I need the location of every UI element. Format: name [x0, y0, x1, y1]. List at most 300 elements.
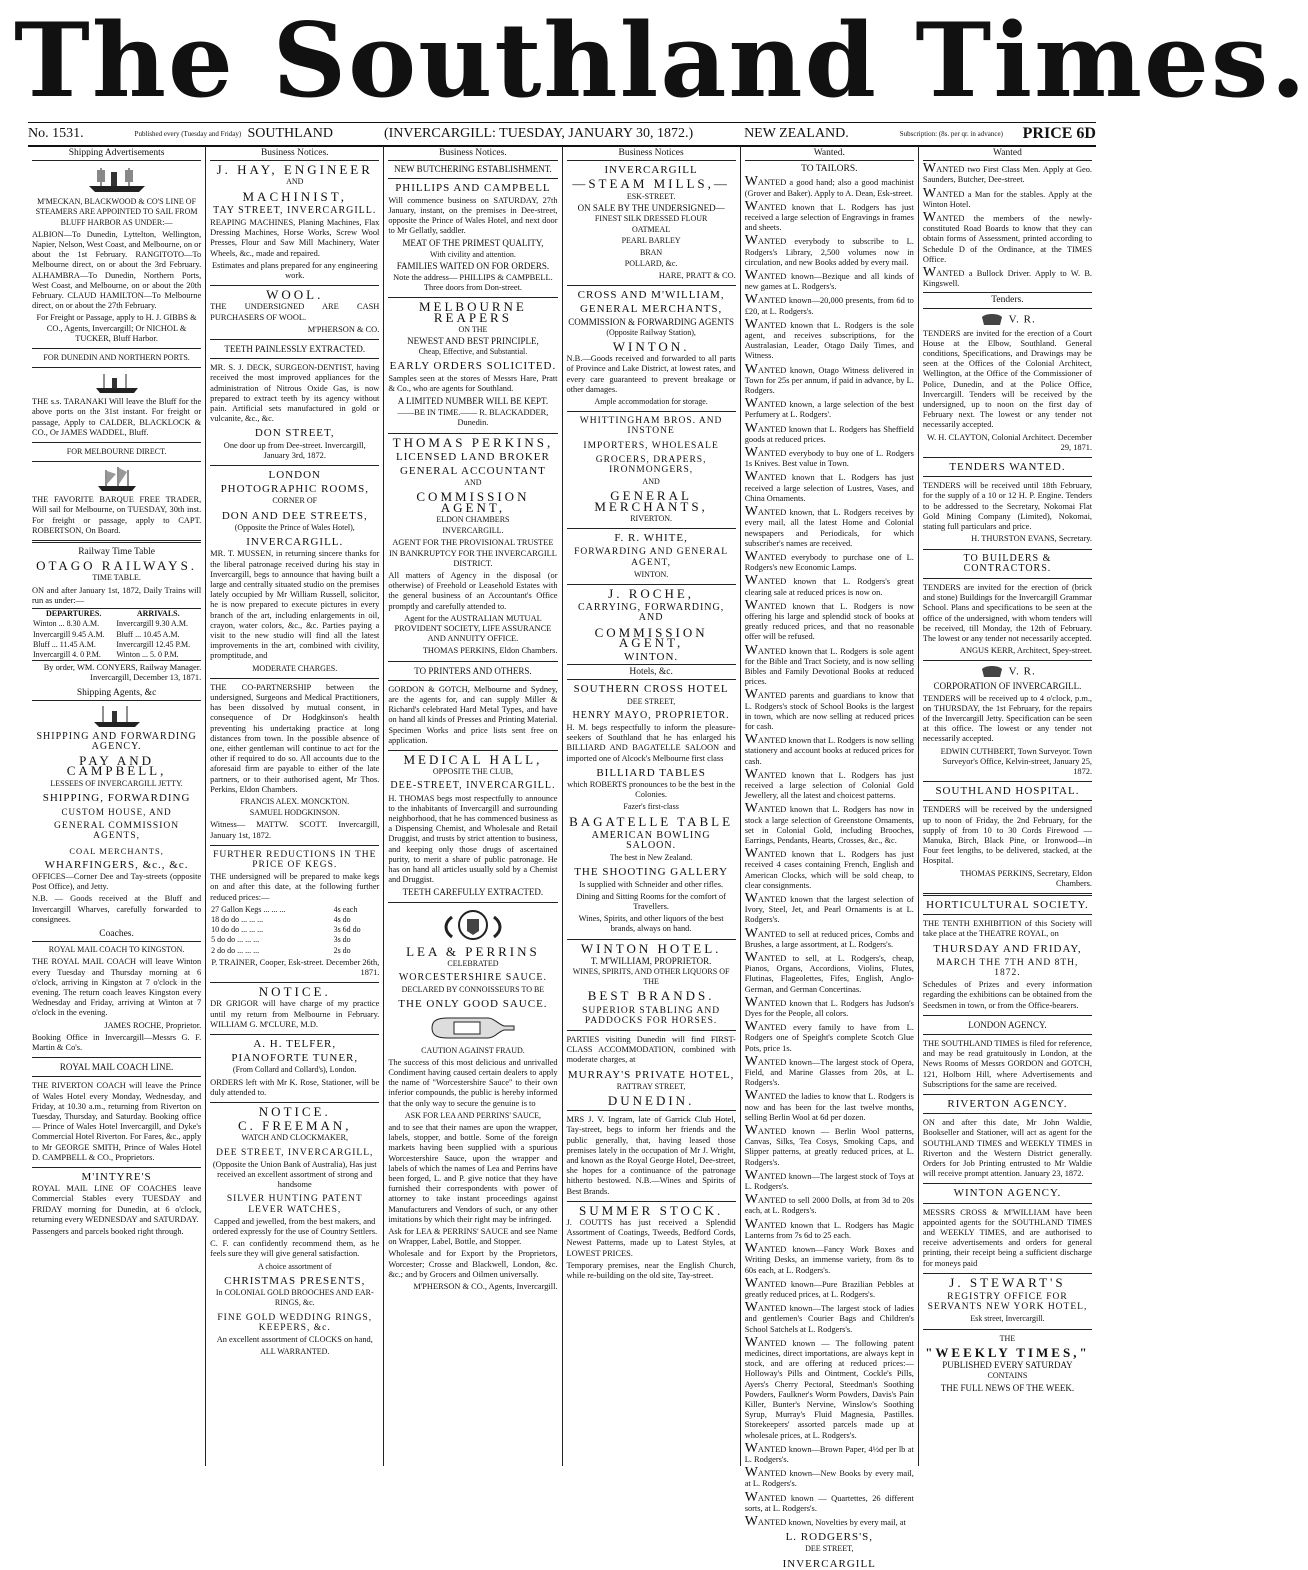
perkins-broker: LICENSED LAND BROKER: [396, 450, 550, 463]
winton-hotel-brands: BEST BRANDS.: [587, 988, 715, 1004]
wanted-item: WANTED everybody to purchase one of L. Rodgers's new Economic Lamps.: [744, 548, 914, 573]
weekly-the: THE: [999, 1333, 1016, 1343]
southern-cross-gallery: THE SHOOTING GALLERY: [574, 866, 729, 879]
wool-text: THE UNDERSIGNED ARE CASH PURCHASERS OF WOOL.: [210, 302, 380, 322]
lea-perrins-agents: M'PHERSON & CO., Agents, Invercargill.: [413, 1282, 558, 1292]
column-heading: Business Notices.: [388, 146, 557, 161]
freeman-rings: FINE GOLD WEDDING RINGS, KEEPERS, &c.: [217, 1312, 373, 1333]
table-row: Invercargill 9.45 A.M. Bluff ... 10.45 A.M.: [33, 629, 180, 639]
medical-hall-heading: MEDICAL HALL,: [403, 751, 543, 767]
wanted-item: WANTED known that L. Rodgers has just received a large selection of Engravings in frames and sheets.: [744, 198, 914, 233]
pay-line: SHIPPING, FORWARDING: [42, 791, 191, 804]
tailors-heading: TO TAILORS.: [801, 164, 858, 175]
ad-mmeckan: M'MECKAN, BLACKWOOD & CO'S LINE OF STEAMERS ARE APPOINTED TO SAIL FROM BLUFF HARBOR AS UNDER:—: [35, 197, 198, 227]
white-agent: FORWARDING AND GENERAL AGENT,: [574, 547, 729, 568]
wanted-item: WANTED known, Otago Witness delivered in Town for 25s per annum, if paid in advance, by L. Rodgers.: [744, 361, 914, 396]
lea-perrins-celebrated: CELEBRATED: [447, 958, 499, 968]
horticultural-text: THE TENTH EXHIBITION of this Society will take place at the THEATRE ROYAL, on: [922, 919, 1093, 939]
steamship-icon: [94, 372, 140, 394]
rodgers-signature: L. RODGERS'S,: [785, 1531, 873, 1544]
tender-jetty-sign: EDWIN CUTHBERT, Town Surveyor. Town Surveyor's Office, Kelvin-street, January 25, 1872.: [940, 746, 1093, 776]
ingram-text: MRS J. V. Ingram, late of Garrick Club Hotel, Tay-street, begs to inform her friends and the public generally, that, having leased those premises lately in the occupation of Mr J. Wright, and known as the Royal George Hotel, Dee-street, she hopes for a continuance of the patronage hitherto bestowed. N.B.—Wines and Spirits of Best Brands.: [566, 1115, 736, 1196]
notice2-heading: NOTICE.: [258, 1104, 331, 1120]
sailing-ship-icon: [94, 466, 140, 492]
reapers-principle: NEWEST AND BEST PRINCIPLE,: [407, 336, 539, 347]
tender-courthouse-sign: W. H. CLAYTON, Colonial Architect. December 29, 1871.: [926, 432, 1093, 452]
tender-jetty: TENDERS will be received up to 4 o'clock, p.m., on THURSDAY, the 1st February, for the repairs of the Invercargill Jetty. Specification can be seen at this office. The lowest or any tender not necessarily accepted.: [922, 693, 1093, 744]
hospital-heading: SOUTHLAND HOSPITAL.: [935, 785, 1080, 798]
lea-perrins-declared: DECLARED BY CONNOISSEURS TO BE: [401, 985, 545, 995]
london-streets: DON AND DEE STREETS,: [221, 509, 368, 522]
dateline: [28, 122, 1096, 147]
southern-cross-fazer: Fazer's first-class: [623, 802, 679, 812]
vr-heading: [923, 665, 1092, 679]
freeman-text2: Capped and jewelled, from the best makers, and ordered expressly for the use of Country Settlers.: [212, 1216, 378, 1237]
hay-text: REAPING MACHINES, Planing Machines, Flax Dressing Machines, Horse Works, Screw Wool Presses, Flour and Saw Mill Machinery, Water Wheels, &c., made and repaired.: [210, 218, 380, 258]
section-tenders: Tenders.: [923, 292, 1092, 308]
perkins-town: INVERCARGILL.: [442, 526, 504, 536]
weekly-times-heading: "WEEKLY TIMES,": [925, 1344, 1090, 1360]
steamship-icon: [92, 704, 142, 728]
murray-heading: MURRAY'S PRIVATE HOTEL,: [567, 1068, 735, 1081]
wanted-item: WANTED the ladies to know that L. Rodgers is now and has been for the last twelve months, selling Berlin Wool at 6d per dozen.: [744, 1088, 914, 1122]
southern-cross-proprietor: HENRY MAYO, PROPRIETOR.: [572, 709, 730, 721]
whittingham-heading: WHITTINGHAM BROS. AND INSTONE: [579, 416, 723, 437]
wanted-item: WANTED to sell, at L. Rodgers's, cheap, Pianos, Organs, Accordions, Violins, Flutes, Flutinas, Flageolettes, Fifes, English, Anglo-German, and German Concertinas.: [744, 950, 914, 994]
subscription-note: Subscription: (8s. per qr. in advance): [899, 130, 1003, 138]
lea-perrins-sauce: WORCESTERSHIRE SAUCE.: [398, 972, 548, 983]
cross-text: N.B.—Goods received and forwarded to all parts of Province and Lake District, at lowest rates, and every care guaranteed to prevent breakage or other damages.: [566, 354, 736, 394]
column-heading: Wanted: [923, 146, 1092, 161]
column-wanted-tenders: [919, 146, 1096, 1466]
reapers-limited: A LIMITED NUMBER WILL BE KEPT.: [397, 396, 549, 407]
vr-label: V. R.: [1008, 313, 1036, 326]
section-railway: Railway Time Table: [78, 547, 155, 558]
wanted-item: WANTED the members of the newly-constituted Road Boards to know that they can obtain forms of Assessment, printed according to Schedule D of the Ordinance, at the TIMES Office.: [922, 210, 1093, 264]
rail-note: ON and after January 1st, 1872, Daily Trains will run as under:—: [32, 585, 202, 605]
royal-crest-icon: [979, 665, 1005, 679]
wanted-item: WANTED known, that L. Rodgers receives by every mail, all the latest Home and Colonial newspapers and Periodicals, for which subscriber's names are received.: [744, 504, 914, 548]
list-item: BRAN: [639, 247, 663, 257]
builders-heading: TO BUILDERS & CONTRACTORS.: [963, 552, 1052, 574]
freeman-trade: WATCH AND CLOCKMAKER,: [241, 1133, 348, 1143]
copartnership-text: THE CO-PARTNERSHIP between the undersigned, Surgeons and Medical Practitioners, has been dissolved by mutual consent, in consequence of Dr Hodgkinson's health preventing his undertaking practice at long distances from town. In the possible absence of one, either gentleman will continue to act for the other if required to do so. All accounts due to the aforesaid firm are payable to either of the late partners, or to their authorised agent, Mr Thos. Perkins, Eldon Chambers.: [210, 682, 380, 794]
winton-hotel-stabling: SUPERIOR STABLING AND PADDOCKS FOR HORSES.: [582, 1005, 721, 1026]
wanted-item: WANTED known that L. Rodgers is the sole agent, and receives subscriptions, for the Australasian, Leader, Otago Daily Times, and Witness.: [744, 316, 914, 361]
weekly-news: THE FULL NEWS OF THE WEEK.: [940, 1382, 1075, 1393]
wanted-item: WANTED a good hand; also a good machinist (Grover and Baker). Apply to A. Dean, Esk-street.: [744, 174, 914, 198]
southern-cross-roberts: which ROBERTS pronounces to be the best in the Colonies.: [567, 779, 736, 800]
medical-hall-teeth: TEETH CAREFULLY EXTRACTED.: [402, 887, 544, 898]
wanted-item: WANTED known — Berlin Wool patterns, Canvas, Silks, Tea Cosys, Smoking Caps, and Slipper patterns, at greatly reduced prices, at L. Rodgers's.: [744, 1123, 914, 1167]
telfer-tuner: PIANOFORTE TUNER,: [231, 1052, 359, 1065]
southern-cross-heading: SOUTHERN CROSS HOTEL: [573, 683, 729, 696]
copartnership-witness: Witness— MATTW. SCOTT. Invercargill, January 1st, 1872.: [210, 820, 380, 840]
winton-hotel-wines: WINES, SPIRITS, AND OTHER LIQUORS OF THE: [572, 967, 730, 987]
table-row: 5 do do ... ... ... 3s do: [211, 935, 351, 945]
wanted-item: WANTED known that L. Rodgers is now selling stationery and account books at reduced prices for cash.: [744, 732, 914, 766]
wanted-item: WANTED known—Bezique and all kinds of new games at L. Rodgers's.: [744, 268, 914, 292]
mintyre-text: ROYAL MAIL LINE OF COACHES leave Commercial Stables every TUESDAY and FRIDAY morning for Dunedin, at 6 o'clock, returning every WEDNESDAY and SATURDAY.: [32, 1184, 202, 1224]
white-heading: F. R. WHITE,: [614, 532, 688, 545]
london-agency-heading: LONDON AGENCY.: [968, 1019, 1047, 1030]
freeman-heading: C. FREEMAN,: [237, 1118, 352, 1134]
pay-line: WHARFINGERS, &c., &c.: [44, 858, 189, 871]
wanted-item: WANTED known—The largest stock of Toys at L. Rodgers's.: [744, 1167, 914, 1192]
london-corner: CORNER OF: [272, 496, 318, 506]
southern-cross-rifles: Is supplied with Schneider and other rifles.: [579, 879, 724, 889]
southern-cross-bowling: AMERICAN BOWLING SALOON.: [591, 829, 711, 851]
printers-text: GORDON & GOTCH, Melbourne and Sydney, are the agents for, and can supply Miller & Richard's celebrated Hard Metal Types, and have on hand all kinds of Presses and Printing Material. Specimen Works and price lists sent free on application.: [388, 684, 558, 745]
southern-cross-best: The best in New Zealand.: [609, 853, 693, 863]
phillips-heading: PHILLIPS AND CAMPBELL: [395, 182, 551, 195]
column-business-2: [384, 146, 562, 1466]
riverton-agency-heading: RIVERTON AGENCY.: [947, 1098, 1068, 1111]
wanted-item: WANTED two First Class Men. Apply at Geo. Saunders, Butcher, Dee-street.: [922, 161, 1093, 185]
masthead-title: The Southland Times.: [14, 1, 1308, 121]
wanted-item: WANTED known—Brown Paper, 4½d per lb at L. Rodgers's.: [744, 1440, 914, 1464]
summer-stock-premises: Temporary premises, near the English Church, while re-building on the old site, Tay-street.: [566, 1260, 736, 1281]
medical-hall-address: DEE-STREET, INVERCARGILL.: [390, 780, 556, 792]
royal-crest-icon: [438, 907, 508, 943]
medical-hall-text: H. THOMAS begs most respectfully to announce to the inhabitants of Invercargill and surrounding neighborhood, that he has commenced business as a Dispensing Chemist, and Wholesale and Retail Druggist, and trusts by strict attention to business, and keeping only those drugs of ascertained purity, to merit a share of public patronage. He has on hand all articles usually sold by a Chemist and Druggist.: [388, 793, 558, 885]
ad-mmeckan-ships: ALBION—To Dunedin, Lyttelton, Wellington, Napier, Nelson, West Coast, and Melbourne, on or about the 1st February. RANGITOTO—To Melbourne direct, on or about the 3rd February. ALHAMBRA—To Dunedin, Northern Ports, West Coast, and Melbourne, on or about the 20th February. CLAUD HAMILTON—To Melbourne direct, on or about the 27th February.: [32, 229, 202, 311]
wanted-item: WANTED to sell at reduced prices, Combs and Brushes, a large assortment, at L. Rodgers's.: [744, 925, 914, 949]
winton-hotel-proprietor: T. M'WILLIAM, PROPRIETOR.: [590, 955, 712, 966]
lea-perrins-ask: ASK FOR LEA AND PERRINS' SAUCE,: [404, 1110, 541, 1120]
freeman-text3: C. F. can confidently recommend them, as he feels sure they will give general satisfaction.: [210, 1239, 380, 1259]
rail-signature: By order, WM. CONYERS, Railway Manager. Invercargill, December 13, 1871.: [43, 663, 202, 683]
butchering-heading: NEW BUTCHERING ESTABLISHMENT.: [394, 164, 552, 175]
hay-heading: J. HAY, ENGINEER: [216, 162, 373, 178]
perkins-amp: Agent for the AUSTRALIAN MUTUAL PROVIDENT SOCIETY, LIFE ASSURANCE AND ANNUITY OFFICE.: [394, 613, 552, 644]
southern-cross-street: DEE STREET,: [626, 696, 676, 706]
wanted-item: WANTED known — Quartettes, 26 different sorts, at L. Rodgers's.: [744, 1489, 914, 1513]
horticultural-dates: MARCH THE 7TH AND 8TH, 1872.: [936, 957, 1079, 978]
teeth-heading: TEETH PAINLESSLY EXTRACTED.: [224, 344, 366, 355]
freeman-address: DEE STREET, INVERCARGILL,: [216, 1147, 374, 1158]
wanted-item: WANTED parents and guardians to know that L. Rodgers's stock of School Books is the largest in town, which are now selling at reduced prices for cash.: [744, 687, 914, 731]
wanted-item: WANTED known that L. Rodgers's great clearing sale at reduced prices is now on.: [744, 573, 914, 597]
reapers-signature: ——BE IN TIME.—— R. BLACKADDER, Dunedin.: [397, 408, 549, 428]
perkins-matters: All matters of Agency in the disposal (or otherwise) of Freehold or Leasehold Estates with the general business of an Accountant's Office promptly and carefully attended to.: [388, 570, 558, 611]
whittingham-merchants: GENERAL MERCHANTS,: [594, 488, 708, 514]
ad-taranaki: THE s.s. TARANAKI Will leave the Bluff for the above ports on the 31st instant. For freight or passage, Apply to CALDER, BLACKLOCK & CO., Or JAMES WADDEL, Bluff.: [32, 397, 202, 437]
kegs-text: THE undersigned will be prepared to make kegs on and after this date, at the following further reduced prices:—: [210, 872, 380, 902]
tender-firewood-sign: THOMAS PERKINS, Secretary, Eldon Chambers.: [960, 868, 1093, 888]
pay-nb: N.B. — Goods received at the Bluff and Invercargill Wharves, carefully forwarded to consignees.: [32, 894, 202, 924]
tender-engine: TENDERS will be received until 18th February, for the supply of a 10 or 12 H. P. Engine. Tenders to be addressed to the Secretary, Nokomai Flat Gold Mining Company (Limited), Nokomai, stating full particulars and price.: [922, 481, 1093, 532]
mills-street: ESK-STREET.: [626, 191, 676, 201]
wanted-item: WANTED known — The following patent medicines, direct importations, are always kept in stock, and are offering at reduced prices:—Holloway's Pills and Ointment, Cockle's Pills, Ayers's Cherry Pectoral, Steedman's Soothing Powders, Faulkner's Worm Powders, Davis's Pain Killer, Bunter's Nervine, Winslow's Soothing Syrup, Murray's Fluid Magnesia, Pastilles. Storekeepers' assorted parcels made up at wholesale prices, at L. Rodgers's.: [744, 1334, 914, 1440]
lea-perrins-heading: LEA & PERRINS: [406, 943, 540, 959]
whittingham-town: RIVERTON.: [630, 513, 673, 523]
summer-stock-text: J. COUTTS has just received a Splendid Assortment of Coatings, Tweeds, Bedford Cords, Newest Patterns, made up to Latest Styles, at LOWEST PRICES.: [566, 1218, 736, 1258]
cross-merchants: GENERAL MERCHANTS,: [579, 303, 723, 316]
lea-perrins-name: Ask for LEA & PERRINS' SAUCE and see Name on Wrapper, Label, Bottle, and Stopper.: [388, 1227, 558, 1247]
telfer-heading: A. H. TELFER,: [253, 1038, 337, 1051]
reapers-heading: MELBOURNE REAPERS: [418, 299, 527, 325]
wanted-item: WANTED known that L. Rodgers has just received a large selection of Colonial Gold Jewellery, all the latest and choicest patterns.: [744, 766, 914, 801]
wanted-item: WANTED known that L. Rodgers is now offering his large and splendid stock of books at greatly reduced prices, and that no reasonable offer will be refused.: [744, 597, 914, 642]
column-business-1: [206, 146, 384, 1466]
reapers-cheap: Cheap, Effective, and Substantial.: [418, 347, 528, 357]
table-row: 10 do do ... ... ... 3s 6d do: [211, 925, 361, 935]
murray-town: DUNEDIN.: [607, 1093, 695, 1109]
tender-courthouse: TENDERS are invited for the erection of a Court House at the Elbow, Southland. General conditions, Specifications, and Drawings may be seen at the Offices of the Colonial Architect, Wellington, at the Office of the Commissioner of Police, Dunedin, and at the Police Office, Invercargill. Tenders will be received by the undersigned, up to noon on the first day of February next. The lowest or any tender not necessarily accepted.: [922, 328, 1093, 430]
telfer-orders: ORDERS left with Mr K. Rose, Stationer, will be duly attended to.: [210, 1077, 380, 1097]
list-item: FINEST SILK DRESSED FLOUR: [594, 214, 708, 224]
medical-hall-opposite: OPPOSITE THE CLUB,: [432, 767, 513, 777]
pay-sub: LESSEES OF INVERCARGILL JETTY.: [50, 778, 183, 788]
perkins-eldon: ELDON CHAMBERS: [436, 514, 510, 524]
wanted-item: WANTED known that L. Rodgers has just received 4 cases containing French, English and American Clocks, which will be sold cheap, to clear consignments.: [744, 846, 914, 890]
tender-engine-sign: H. THURSTON EVANS, Secretary.: [971, 534, 1093, 544]
phillips-families: FAMILIES WAITED ON FOR ORDERS.: [396, 260, 550, 271]
rodgers-town: INVERCARGILL: [782, 1557, 876, 1570]
freeman-watches: SILVER HUNTING PATENT LEVER WATCHES,: [226, 1194, 363, 1215]
hay-and: AND: [286, 177, 304, 187]
rail-title: OTAGO RAILWAYS.: [36, 558, 198, 574]
notice-heading: NOTICE.: [258, 984, 331, 1000]
white-town: WINTON.: [633, 569, 669, 579]
roche-carrying: CARRYING, FORWARDING, AND: [577, 602, 725, 624]
mills-heading: —STEAM MILLS,—: [572, 176, 730, 192]
section-coaches: Coaches.: [32, 927, 201, 942]
list-item: PEARL BARLEY: [621, 236, 681, 246]
winton-hotel-heading: WINTON HOTEL.: [580, 940, 722, 956]
murray-text: PARTIES visiting Dunedin will find FIRST-CLASS ACCOMMODATION, combined with moderate charges, at: [566, 1035, 736, 1065]
ad-mmeckan-apply: For Freight or Passage, apply to H. J. GIBBS & CO., Agents, Invercargill; Or NICHOL & TUCKER, Bluff Harbor.: [36, 313, 197, 343]
rail-header-departures: DEPARTURES.: [45, 609, 102, 619]
kegs-heading: FURTHER REDUCTIONS IN THE PRICE OF KEGS.: [213, 849, 377, 870]
winton-agency-text: MESSRS CROSS & M'WILLIAM have been appointed agents for the SOUTHLAND TIMES and WEEKLY TIMES, and are authorised to receive advertisements and orders for general printing, their receipt being a sufficient discharge for moneys paid: [922, 1207, 1093, 1268]
phillips-address: Note the address— PHILLIPS & CAMPBELL. Three doors from Don-street.: [393, 273, 553, 293]
horticultural-heading: HORTICULTURAL SOCIETY.: [926, 898, 1089, 911]
table-row: Bluff ... 11.45 A.M. Invercargill 12.45 P.M.: [33, 639, 191, 649]
mills-town: INVERCARGILL: [604, 164, 698, 177]
grigor-text: DR GRIGOR will have charge of my practice until my return from Melbourne in February. WILLIAM G. M'CLURE, M.D.: [210, 999, 380, 1029]
rail-header-arrivals: ARRIVALS.: [136, 609, 180, 619]
lea-perrins-only: THE ONLY GOOD SAUCE.: [398, 998, 548, 1011]
lea-perrins-caution: CAUTION AGAINST FRAUD.: [421, 1045, 525, 1055]
perkins-signature: THOMAS PERKINS, Eldon Chambers.: [422, 646, 558, 656]
lea-perrins-wholesale: Wholesale and for Export by the Proprietors, Worcester; Crosse and Blackwell, London, &c. &c.; and by Grocers and Oilmen universally.: [388, 1249, 558, 1279]
table-row: Invercargill 4. 0 P.M. Winton ... 5. 0 P.M.: [33, 649, 179, 659]
copartnership-sign2: SAMUEL HODGKINSON.: [249, 808, 340, 818]
cross-opposite: (Opposite Railway Station),: [606, 327, 696, 337]
phillips-text: Will commence business on SATURDAY, 27th January, instant, on the premises in Dee-street, opposite the Prince of Wales Hotel, and next door to Mr Gellatly, saddler.: [388, 195, 558, 236]
section-hotels: Hotels, &c.: [567, 664, 736, 680]
teeth-text: MR. S. J. DECK, SURGEON-DENTIST, having received the most improved appliances for the administration of Nitrous Oxide Gas, is now prepared to extract teeth by its agency without pain. Artificial sets manufactured in gold or vulcanite, &c., &c.: [210, 363, 380, 424]
country: NEW ZEALAND.: [744, 126, 849, 141]
lea-perrins-text: The success of this most delicious and unrivalled Condiment having caused certain dealers to apply the name of "Worcestershire Sauce" to their own inferior compounds, the public is hereby informed that the only way to secure the genuine is to: [388, 1057, 558, 1108]
roche-town: WINTON.: [624, 650, 679, 663]
whittingham-grocers: GROCERS, DRAPERS, IRONMONGERS,: [595, 454, 707, 476]
riverton-agency-text: ON and after this date, Mr John Waldie, Bookseller and Stationer, will act as agent for the SOUTHLAND TIMES and WEEKLY TIMES in Riverton and the Western District generally. Orders for Job Printing entrusted to Mr Waldie will receive prompt attention. January 23, 1872.: [922, 1118, 1093, 1179]
tender-grammar-sign: ANGUS KERR, Architect, Spey-street.: [959, 646, 1093, 656]
weekly-contains: CONTAINS: [987, 1371, 1028, 1381]
saf-heading: SHIPPING AND FORWARDING AGENCY.: [36, 730, 197, 752]
pay-campbell: PAY AND CAMPBELL,: [66, 753, 167, 779]
cross-heading: CROSS AND M'WILLIAM,: [577, 289, 725, 302]
corporation-heading: CORPORATION OF INVERCARGILL.: [933, 681, 1082, 692]
freeman-text: (Opposite the Union Bank of Australia), Has just received an excellent assortment of strong and handsome: [212, 1159, 377, 1190]
wanted-item: WANTED known that L. Rodgers has now in stock a large selection of Greenstone Ornaments, set in Colonial Gold, including Brooches, Earrings, Pendants, Hearts, Crosses, &c., &c.: [744, 801, 914, 845]
phillips-civility: With civility and attention.: [429, 249, 516, 259]
kegs-signature: P. TRAINER, Cooper, Esk-street. December 26th, 1871.: [211, 957, 380, 978]
london-heading: LONDON: [268, 469, 321, 482]
freeman-brooches: In COLONIAL GOLD BROOCHES AND EAR-RINGS, &c.: [215, 1288, 374, 1308]
wanted-item: WANTED everybody to buy one of L. Rodgers 1s Knives. Best value in Town.: [744, 445, 914, 469]
tender-grammar-school: TENDERS are invited for the erection of (brick and stone) Buildings for the Invercargill Grammar School. Plans and specifications to be seen at the office of the undersigned, with whom tenders will be received, till Monday, the 12th of February. The lowest or any tender not necessarily accepted.: [922, 582, 1093, 643]
southern-cross-dining: Dining and Sitting Rooms for the comfort of Travellers.: [576, 891, 726, 911]
list-item: POLLARD, &c.: [624, 258, 678, 268]
wool-heading: WOOL.: [266, 287, 324, 303]
column-heading: Shipping Advertisements: [32, 146, 201, 161]
freeman-presents: CHRISTMAS PRESENTS,: [224, 1274, 366, 1287]
column-business-3: [563, 146, 741, 1466]
table-row: Winton ... 8.30 A.M. Invercargill 9.30 A.M.: [33, 619, 188, 629]
coach2-heading: ROYAL MAIL COACH LINE.: [59, 1062, 174, 1073]
wanted-item: WANTED a Bullock Driver. Apply to W. B. Kingswell.: [922, 265, 1093, 289]
column-heading: Business Notices: [567, 146, 736, 161]
ad-free-trader: THE FAVORITE BARQUE FREE TRADER, Will sail for Melbourne, on TUESDAY, 30th inst. For freight or passage, apply to CAPT. ROBERTSON, On Board.: [32, 495, 202, 535]
mintyre-note: Passengers and parcels booked right through.: [32, 1227, 184, 1237]
murray-street: RATTRAY STREET,: [616, 1081, 686, 1091]
tender-firewood: TENDERS will be received by the undersigned up to noon of Friday, the 2nd February, for the supply of from 10 to 30 Cords Firewood —Manuka, Birch, Black Pine, or Ironwood—in Four feet lengths, to be delivered, stacked, at the Hospital.: [922, 805, 1093, 866]
published-note: Published every (Tuesday and Friday): [134, 130, 242, 138]
price: PRICE 6D: [1022, 125, 1096, 142]
rail-timetable: [32, 608, 201, 661]
london-agency-text: THE SOUTHLAND TIMES is filed for reference, and may be read gratuitously in London, at the News Rooms of Messrs GORDON and GOTCH, 121, Holborn Hill, where Advertisements and Subscriptions for the same are received.: [922, 1039, 1093, 1089]
mills-on-sale: ON SALE BY THE UNDERSIGNED—: [577, 202, 725, 213]
wanted-item: WANTED known, Novelties by every mail, at: [744, 1513, 906, 1529]
wanted-item: WANTED known, a large selection of the best Perfumery at L. Rodgers'.: [744, 396, 914, 420]
list-item: OATMEAL: [631, 225, 671, 235]
london-opposite: (Opposite the Prince of Wales Hotel),: [234, 522, 355, 532]
rail-subtitle: TIME TABLE.: [92, 573, 141, 583]
column-wanted-rodgers: [741, 146, 919, 1570]
perkins-trustee: AGENT FOR THE PROVISIONAL TRUSTEE IN BANKRUPTCY FOR THE INVERCARGILL DISTRICT.: [388, 538, 557, 568]
southern-cross-bagatelle: BAGATELLE TABLE: [569, 813, 734, 829]
vr-label: V. R.: [1008, 665, 1036, 678]
freeman-warranted: ALL WARRANTED.: [260, 1347, 330, 1357]
cross-agents: COMMISSION & FORWARDING AGENTS: [568, 316, 734, 327]
sauce-bottle-icon: [428, 1014, 518, 1042]
ad-heading-melbourne: FOR MELBOURNE DIRECT.: [66, 447, 167, 457]
winton-agency-heading: WINTON AGENCY.: [953, 1187, 1062, 1200]
london-town: INVERCARGILL.: [246, 536, 344, 549]
cross-storage: Ample accommodation for storage.: [594, 397, 708, 407]
perkins-agent: COMMISSION AGENT,: [416, 489, 530, 515]
wanted-item: WANTED known—The largest stock of Opera, Field, and Marine Glasses from 20s, at L. Rodgers's.: [744, 1053, 914, 1088]
roche-heading: J. ROCHE,: [608, 585, 695, 601]
wanted-item: WANTED known that L. Rodgers has Magic Lanterns from 7s 6d to 25 each.: [744, 1216, 914, 1240]
wanted-item: WANTED known—Pure Brazilian Pebbles at greatly reduced prices, at L. Rodgers's.: [744, 1275, 914, 1299]
pay-line: GENERAL COMMISSION AGENTS,: [54, 821, 180, 842]
rodgers-list: [744, 198, 914, 1529]
stewart-registry: REGISTRY OFFICE FOR SERVANTS NEW YORK HOTEL,: [927, 1292, 1088, 1313]
weekly-published: PUBLISHED EVERY SATURDAY: [942, 1360, 1073, 1371]
wanted-item: WANTED known—Fancy Work Boxes and Writing Desks, an immense variety, from 8s to 60s each, at L. Rodgers's.: [744, 1241, 914, 1275]
summer-stock-heading: SUMMER STOCK.: [578, 1202, 724, 1218]
wanted-item: WANTED known that L. Rodgers has Judson's Dyes for the People, all colors.: [744, 994, 914, 1019]
wanted-item: WANTED known—New Books by every mail, at L. Rodgers's.: [744, 1465, 914, 1489]
rodgers-street: DEE STREET,: [805, 1544, 854, 1554]
tenders-wanted-heading: TENDERS WANTED.: [949, 461, 1066, 474]
pay-line: COAL MERCHANTS,: [69, 845, 164, 856]
wanted-item: WANTED known that L. Rodgers has Sheffield goods at reduced prices.: [744, 420, 914, 444]
perkins-accountant: GENERAL ACCOUNTANT: [399, 465, 546, 478]
phillips-meat: MEAT OF THE PRIMEST QUALITY,: [402, 238, 544, 249]
issue-date: (INVERCARGILL: TUESDAY, JANUARY 30, 1872.): [383, 126, 694, 141]
wanted-item: WANTED known that the largest selection of Ivory, Steel, Jet, and Pearl Ornaments is at L. Rodgers's.: [744, 891, 914, 925]
printers-heading: TO PRINTERS AND OTHERS.: [414, 665, 532, 676]
stewart-heading: J. STEWART'S: [949, 1274, 1066, 1290]
coach-heading: ROYAL MAIL COACH TO KINGSTON.: [48, 945, 185, 955]
wanted-item: WANTED known—20,000 presents, from 6d to £20, at L. Rodgers's.: [744, 292, 914, 316]
lea-perrins-text2: and to see that their names are upon the wrapper, labels, stopper, and bottle. Some of the foreign markets having been supplied with a spurious Worcestershire Sauce, upon the wrapper and labels of which the names of Lea and Perrins have been forged, L. and P. give notice that they have furnished their correspondents with power of attorney to take instant proceedings against Manufacturers and Vendors of such, or any other imitations by which their right may be infringed.: [388, 1123, 558, 1224]
steamship-icon: [87, 164, 147, 194]
reapers-orders: EARLY ORDERS SOLICITED.: [389, 360, 557, 373]
hay-machinist: MACHINIST,: [242, 188, 348, 204]
teeth-date: One door up from Dee-street. Invercargill, January 3rd, 1872.: [223, 440, 366, 460]
wanted-item: WANTED every family to have from L. Rodgers one of Speight's complete Scotch Glue Pots, price 1s.: [744, 1019, 914, 1053]
pay-line: CUSTOM HOUSE, AND: [61, 806, 172, 817]
mussen-text: MR. T. MUSSEN, in returning sincere thanks for the liberal patronage received during his stay in Invercargill, begs to announce that having built a large and centrally situated studio on the premises lately occupied by Mr William Russell, solicitor, he is now prepared to execute pictures in every branch of the art, including enlargements in oil, crayon, water colors, &c., &c. Parties paying a visit to the new studio will find all the latest improvements in the art, combined with civility, promptitude, and: [210, 549, 380, 661]
column-heading: Business Notices.: [210, 146, 379, 161]
coach-booking: Booking Office in Invercargill—Messrs G. F. Martin & Co's.: [32, 1032, 202, 1052]
pay-offices: OFFICES—Corner Dee and Tay-streets (opposite Post Office), and Jetty.: [32, 871, 202, 892]
coach-text: THE ROYAL MAIL COACH will leave Winton every Tuesday and Thursday morning at 6 o'clock, arriving in Kingston at 7 o'clock in the evening. The return coach leaves Kingston every Wednesday and Friday, arriving at Winton at 7 o'clock in the evening.: [32, 957, 202, 1018]
southern-cross-text: H. M. begs respectfully to inform the pleasure-seekers of Southland that he has enlarged his BILLIARD AND BAGATELLE SALOON and imported one of Alcock's Melbourne first class: [566, 722, 736, 763]
teeth-address: DON STREET,: [254, 427, 335, 440]
mills-signature: HARE, PRATT & CO.: [658, 271, 736, 281]
perkins-and: AND: [464, 478, 482, 488]
london-photographic: PHOTOGRAPHIC ROOMS,: [220, 483, 369, 496]
southern-cross-billiards: BILLIARD TABLES: [596, 766, 706, 779]
section-shipping-agents: Shipping Agents, &c: [32, 686, 201, 701]
telfer-from: (From Collard and Collard's), London.: [232, 1065, 357, 1075]
perkins-heading: THOMAS PERKINS,: [392, 434, 554, 450]
reapers-samples: Samples seen at the stores of Messrs Hare, Pratt & Co., who are agents for Southland.: [388, 373, 558, 393]
coach2-text: THE RIVERTON COACH will leave the Prince of Wales Hotel every Monday, Wednesday, and Friday, at 10.30 a.m., returning from Riverton on Tuesday, Thursday, and Saturday. Booking office — Prince of Wales Hotel Invercargill, and Dyke's Commercial Hotel Riverton. For Fares, &c., apply to Mr GEORGE SMITH, Prince of Wales Hotel D. CAMPBELL & CO., Proprietors.: [32, 1081, 202, 1162]
wanted-item: WANTED everybody to subscribe to L. Rodgers's Library, 2,500 volumes now in circulation, and new Books added by every mail.: [744, 233, 914, 267]
issue-number: No. 1531.: [28, 126, 84, 141]
hay-estimates: Estimates and plans prepared for any engineering work.: [211, 260, 378, 281]
column-heading: Wanted.: [745, 146, 914, 161]
cross-town: WINTON.: [612, 339, 690, 355]
kegs-table: [210, 905, 379, 956]
horticultural-schedules: Schedules of Prizes and every information regarding the exhibitions can be obtained from the Seedsmen in town, or from the Office-bearers.: [922, 980, 1093, 1010]
horticultural-days: THURSDAY AND FRIDAY,: [933, 942, 1082, 955]
mussen-charges: MODERATE CHARGES.: [252, 663, 338, 673]
wanted-item: WANTED known that L. Rodgers has just received a large selection of Lustres, Vases, and China Ornaments.: [744, 469, 914, 503]
roche-agent: COMMISSION AGENT,: [594, 624, 708, 650]
royal-crest-icon: [979, 313, 1005, 327]
freeman-choice: A choice assortment of: [257, 1261, 332, 1271]
southern-cross-wines: Wines, Spirits, and other liquors of the best brands, always on hand.: [578, 914, 724, 934]
vr-heading: [923, 313, 1092, 327]
whittingham-and: AND: [642, 477, 660, 487]
stewart-address: Esk street, Invercargill.: [970, 1314, 1045, 1324]
table-row: 27 Gallon Kegs ... ... ... 4s each: [211, 904, 358, 914]
copartnership-sign1: FRANCIS ALEX. MONCKTON.: [240, 796, 350, 806]
wool-signature: M'PHERSON & CO.: [307, 324, 380, 334]
coach-signature: JAMES ROCHE, Proprietor.: [104, 1020, 202, 1030]
hay-address: TAY STREET, INVERCARGILL.: [213, 204, 377, 216]
